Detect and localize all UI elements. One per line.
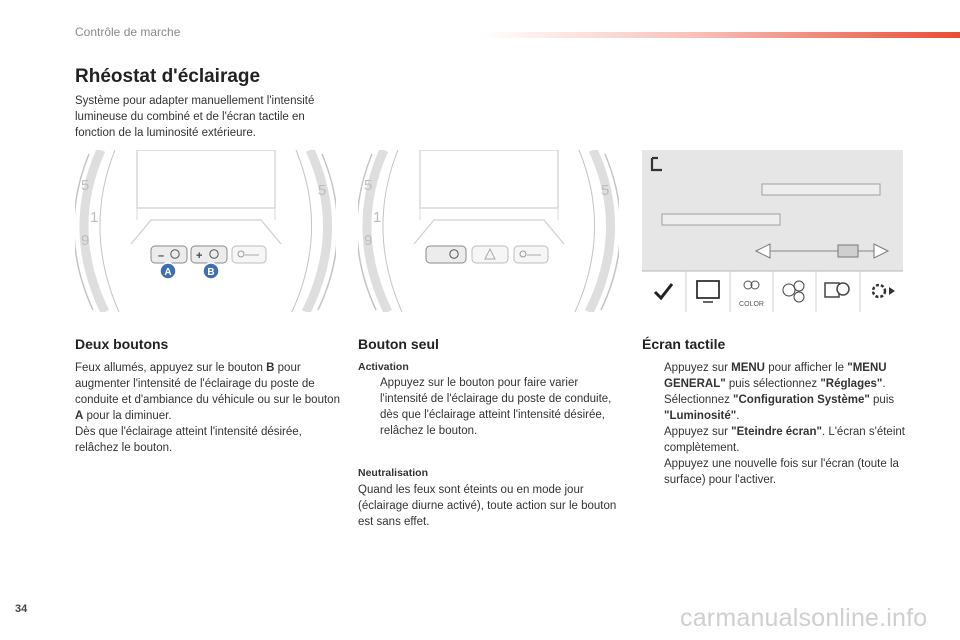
gauge-number: 9 [364, 232, 373, 249]
page-title: Rhéostat d'éclairage [75, 66, 261, 87]
neutralisation-heading: Neutralisation [358, 467, 429, 479]
list-item: Appuyez sur "Eteindre écran". L'écran s'éteint complètement. Appuyez une nouvelle fois sur l'écran (toute la surface) pour l'activer. [664, 426, 905, 486]
reset-button [514, 246, 548, 263]
intro-paragraph: Système pour adapter manuellement l'intensité lumineuse du combiné et de l'écran tactile en fonction de la luminosité extérieure. [75, 95, 315, 139]
svg-text:A: A [164, 267, 172, 278]
activation-list [358, 375, 623, 439]
gauge-number: 1 [373, 209, 382, 226]
gauge-number: 5 [364, 177, 373, 194]
dimmer-button-single [426, 246, 466, 263]
list-item: Sélectionnez "Configuration Système" puis "Luminosité". [664, 394, 895, 422]
dimmer-button-b [191, 246, 227, 263]
svg-text:COLOR: COLOR [739, 301, 764, 308]
svg-text:+: + [196, 250, 203, 262]
section-header: Contrôle de marche [75, 25, 181, 39]
section-title-bouton-seul: Bouton seul [358, 336, 439, 352]
screen-off-icon [697, 281, 719, 302]
gauge-number: 5 [81, 177, 90, 194]
setting-field [762, 184, 880, 195]
gauge-number: 5 [601, 182, 610, 199]
setting-field [662, 214, 780, 225]
header-accent-bar [480, 32, 960, 38]
label-a-badge [160, 263, 176, 279]
page-number: 34 [15, 603, 28, 615]
list-item: dès que l'éclairage atteint l'intensité désirée, relâchez le bouton. [380, 409, 605, 437]
ecran-tactile-list [642, 360, 912, 488]
section-title-ecran-tactile: Écran tactile [642, 336, 726, 352]
cluster-display [137, 150, 275, 208]
gauge-number: 5 [318, 182, 327, 199]
gauge-number: 1 [90, 209, 99, 226]
activation-heading: Activation [358, 361, 409, 373]
list-item: Appuyez sur le bouton pour faire varier l'intensité de l'éclairage du poste de conduite, [380, 377, 612, 405]
cluster-display [420, 150, 558, 208]
svg-text:–: – [158, 250, 165, 262]
cluster-two-buttons-illustration [75, 150, 336, 312]
list-item: Appuyez sur MENU pour afficher le "MENU GENERAL" puis sélectionnez "Réglages". [664, 362, 887, 390]
watermark: carmanualsonline.info [680, 604, 928, 632]
neutralisation-text: Quand les feux sont éteints ou en mode jour (éclairage diurne activé), toute action sur le bouton est sans effet. [358, 484, 617, 528]
warning-button [472, 246, 508, 263]
gauge-number: 9 [81, 232, 90, 249]
deux-boutons-text: Feux allumés, appuyez sur le bouton B pour augmenter l'intensité de l'éclairage du poste de conduite et d'ambiance du véhicule ou sur le bouton A pour la diminuer. Dès que l'éclairage atteint l'intensité désirée, relâchez le bouton. [75, 362, 340, 454]
touch-screen-illustration [642, 150, 903, 312]
label-b-badge [203, 263, 219, 279]
reset-button [232, 246, 266, 263]
cluster-single-button-illustration [358, 150, 619, 312]
svg-text:B: B [207, 267, 215, 278]
dimmer-button-a [151, 246, 187, 263]
section-title-deux-boutons: Deux boutons [75, 336, 169, 352]
